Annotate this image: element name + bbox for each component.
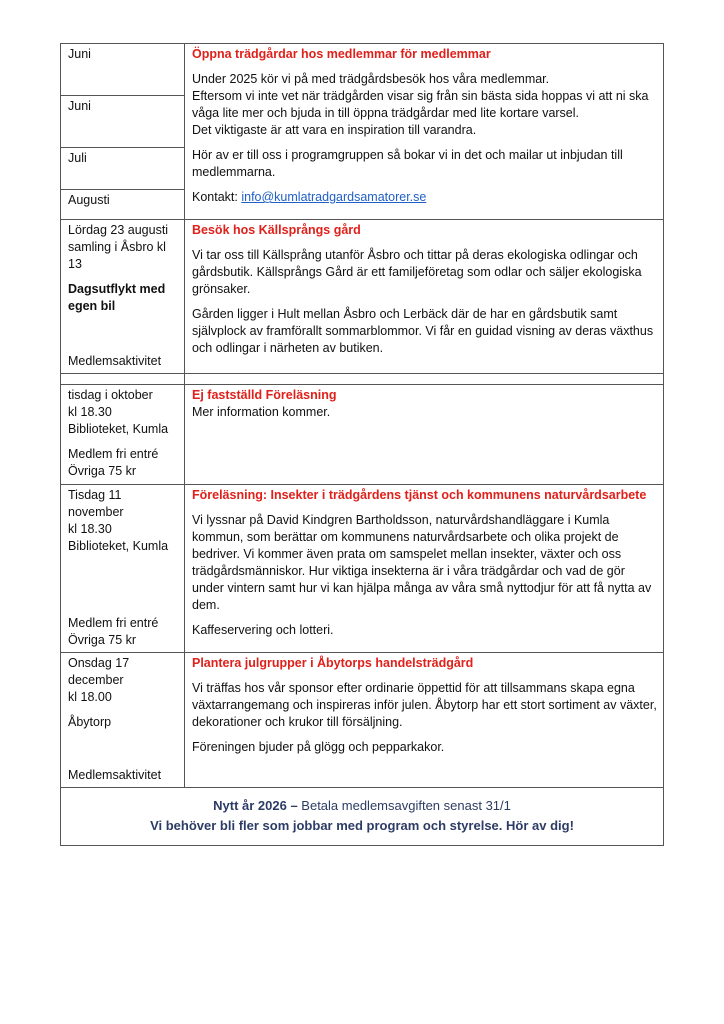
month-cell: Juni	[61, 96, 184, 148]
month-column	[61, 44, 185, 220]
event-title: Besök hos Källsprångs gård	[192, 223, 361, 237]
table-row	[61, 374, 664, 385]
event-text: Kaffeservering och lotteri.	[192, 623, 334, 637]
table-row	[61, 220, 664, 374]
event-text: Mer information kommer.	[192, 405, 331, 419]
table-row	[61, 485, 664, 653]
event-kind: Medlemsaktivitet	[68, 768, 162, 782]
event-time: kl 18.30	[68, 405, 112, 419]
event-meta	[61, 653, 185, 788]
table-row	[61, 44, 664, 220]
planning-note	[185, 374, 664, 385]
event-description	[185, 385, 664, 485]
event-meta	[61, 220, 185, 374]
event-kind: Medlemsaktivitet	[68, 354, 162, 368]
event-text: Det viktigaste är att vara en inspiration till varandra.	[192, 123, 477, 137]
event-meta	[61, 385, 185, 485]
empty-cell	[61, 374, 185, 385]
event-date: Onsdag 17 december	[68, 656, 130, 687]
contact-email-link[interactable]: info@kumlatradgardsamatorer.se	[241, 190, 427, 204]
event-title: Plantera julgrupper i Åbytorps handelsträdgård	[192, 656, 474, 670]
month-cell: Juli	[61, 148, 184, 190]
event-description	[185, 44, 664, 220]
event-date: tisdag i oktober	[68, 388, 153, 402]
contact-label: Kontakt:	[192, 190, 242, 204]
program-table	[60, 43, 664, 846]
event-text: Föreningen bjuder på glögg och pepparkakor.	[192, 740, 445, 754]
event-place: Åbytorp	[68, 715, 112, 729]
event-text: Gården ligger i Hult mellan Åsbro och Lerbäck där de har en gårdsbutik samt självplock av framförallt sommarblommor. Vi får en guidad visning av deras växthus och odlingar i närheten av butiken.	[192, 307, 654, 355]
event-description	[185, 220, 664, 374]
event-time: kl 18.00	[68, 690, 112, 704]
event-trip-type: Dagsutflykt med egen bil	[68, 282, 166, 313]
event-description	[185, 485, 664, 653]
program-document	[60, 43, 664, 846]
event-time: kl 18.30	[68, 522, 112, 536]
event-title: Föreläsning: Insekter i trädgårdens tjänst och kommunens naturvårdsarbete	[192, 488, 647, 502]
event-meeting-point: samling i Åsbro kl 13	[68, 240, 166, 271]
event-date: Tisdag 11 november	[68, 488, 124, 519]
event-fee: Övriga 75 kr	[68, 464, 137, 478]
footer-line	[67, 796, 657, 816]
footer-rest: Betala medlemsavgiften senast 31/1	[301, 798, 511, 813]
event-title: Öppna trädgårdar hos medlemmar för medlemmar	[192, 47, 491, 61]
footer-notice	[61, 788, 664, 846]
event-place: Biblioteket, Kumla	[68, 539, 169, 553]
event-place: Biblioteket, Kumla	[68, 422, 169, 436]
event-text: Eftersom vi inte vet när trädgården visar sig från sin bästa sida hoppas vi att ni ska våga lite mer och bjuda in till öppna trädgårdar med lite kortare varsel.	[192, 89, 649, 120]
event-fee: Medlem fri entré	[68, 447, 159, 461]
event-text: Hör av er till oss i programgruppen så bokar vi in det och mailar ut inbjudan till medlemmarna.	[192, 148, 623, 179]
month-cell: Juni	[61, 44, 184, 96]
table-row	[61, 385, 664, 485]
footer-lead: Nytt år 2026 –	[213, 798, 302, 813]
event-title: Ej fastställd Föreläsning	[192, 388, 337, 402]
footer-line: Vi behöver bli fler som jobbar med program och styrelse. Hör av dig!	[150, 818, 574, 833]
table-row	[61, 788, 664, 846]
event-description	[185, 653, 664, 788]
event-text: Vi tar oss till Källsprång utanför Åsbro och tittar på deras ekologiska odlingar och gårdsbutik. Källsprångs Gård är ett familjeföretag som odlar och säljer ekologiska grönsaker.	[192, 248, 642, 296]
month-cell: Augusti	[68, 193, 110, 207]
event-text: Vi träffas hos vår sponsor efter ordinarie öppettid för att tillsammans skapa egna växtarrangemang och inspireras inför julen. Åbytorp har ett stort sortiment av växter, dekorationer och krukor till försäljning.	[192, 681, 657, 729]
event-fee: Övriga 75 kr	[68, 633, 137, 647]
event-text: Vi lyssnar på David Kindgren Bartholdsson, naturvårdshandläggare i Kumla kommun, som berättar om kommunens naturvårdsarbete och olika projekt de bedriver. Vi kommer även prata om samspelet mellan insekter, växter och oss trädgårdsmänniskor. Hur viktiga insekterna är i våra trädgårdar och vad de gör under vintern samt hur vi kan hjälpa många av våra små nyttodjur för att få nytta av dem.	[192, 513, 652, 612]
event-fee: Medlem fri entré	[68, 616, 159, 630]
event-date: Lördag 23 augusti	[68, 223, 169, 237]
event-text: Under 2025 kör vi på med trädgårdsbesök hos våra medlemmar.	[192, 72, 550, 86]
table-row	[61, 653, 664, 788]
event-meta	[61, 485, 185, 653]
contact-line	[192, 189, 657, 206]
